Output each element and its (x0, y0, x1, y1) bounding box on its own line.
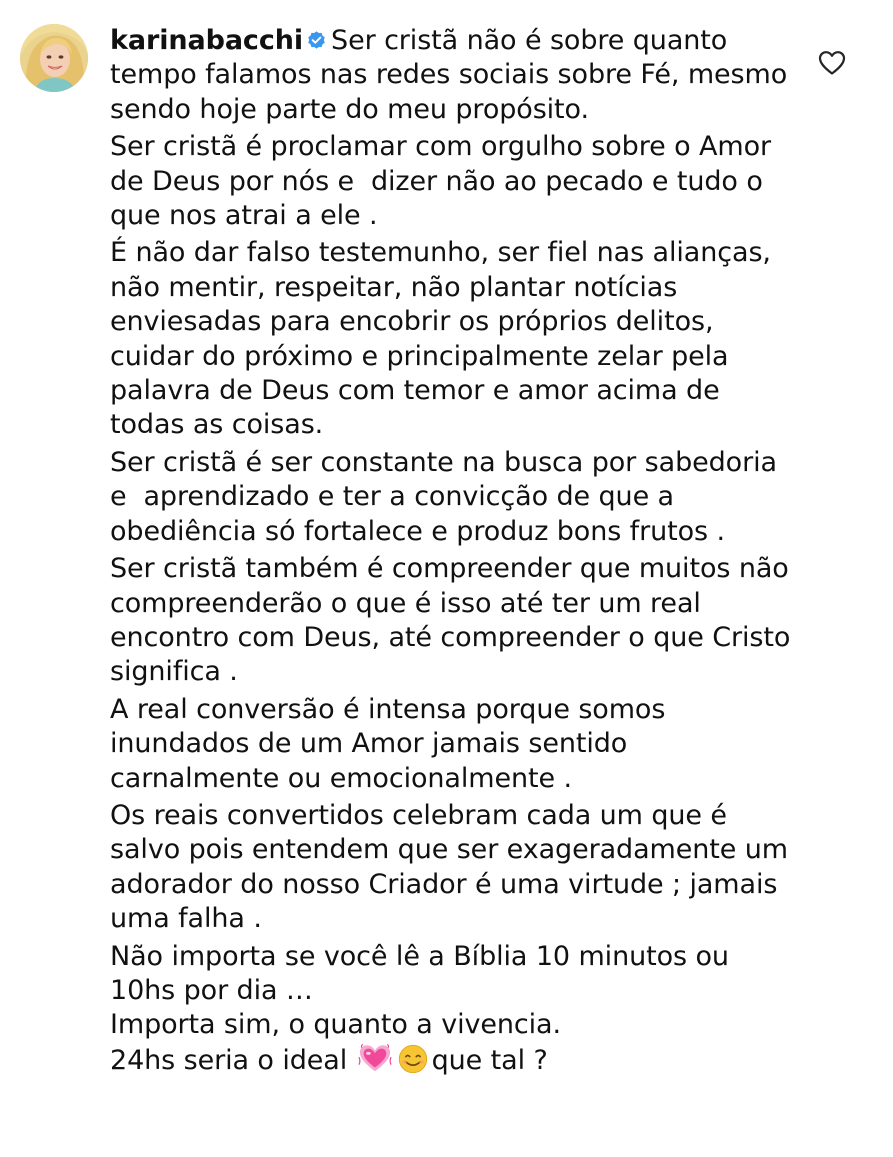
comment-paragraph: Os reais convertidos celebram cada um que é salvo pois entendem que ser exageradamente um adorador do nosso Criador é uma virtude ; jamais uma falha . (110, 799, 797, 935)
comment-paragraph: Importa sim, o quanto a vivencia. (110, 1009, 561, 1041)
comment-paragraph: Não importa se você lê a Bíblia 10 minutos ou 10hs por dia … (110, 940, 738, 1006)
profile-photo-icon (20, 24, 88, 92)
like-heart-icon[interactable] (818, 50, 846, 76)
comment-paragraph (110, 24, 800, 127)
comment-paragraph: Ser cristã é ser constante na busca por sabedoria e aprendizado e ter a convicção de que a obediência só fortalece e produz bons frutos . (110, 446, 786, 547)
comment-body (110, 24, 800, 1078)
comment-text: que tal ? (431, 1044, 548, 1076)
smiling-face-emoji-icon (396, 1043, 430, 1075)
comment-paragraph: Ser cristã é proclamar com orgulho sobre o Amor de Deus por nós e dizer não ao pecado e tudo o que nos atrai a ele . (110, 131, 780, 232)
heart-outline-icon (818, 50, 846, 76)
comment-paragraph: A real conversão é intensa porque somos inundados de um Amor jamais sentido carnalmente ou emocionalmente . (110, 693, 674, 794)
comment-text: Ser cristã não é sobre quanto tempo falamos nas redes sociais sobre Fé, mesmo sendo hoje parte do meu propósito. (110, 25, 796, 125)
verified-badge-icon (306, 30, 327, 51)
comment-paragraph: Ser cristã também é compreender que muitos não compreenderão o que é isso até ter um real encontro com Deus, até compreender o que Cristo significa . (110, 553, 799, 688)
comment-text: 24hs seria o ideal (110, 1044, 356, 1076)
username[interactable]: karinabacchi (110, 25, 304, 56)
growing-heart-emoji-icon (358, 1043, 392, 1075)
comment-last-line (110, 1043, 800, 1078)
avatar[interactable] (20, 24, 88, 92)
comment-paragraph: É não dar falso testemunho, ser fiel nas alianças, não mentir, respeitar, não plantar notícias enviesadas para encobrir os próprios delitos, cuidar do próximo e principalmente zelar pela palavra de Deus com temor e amor acima de todas as coisas. (110, 237, 780, 441)
